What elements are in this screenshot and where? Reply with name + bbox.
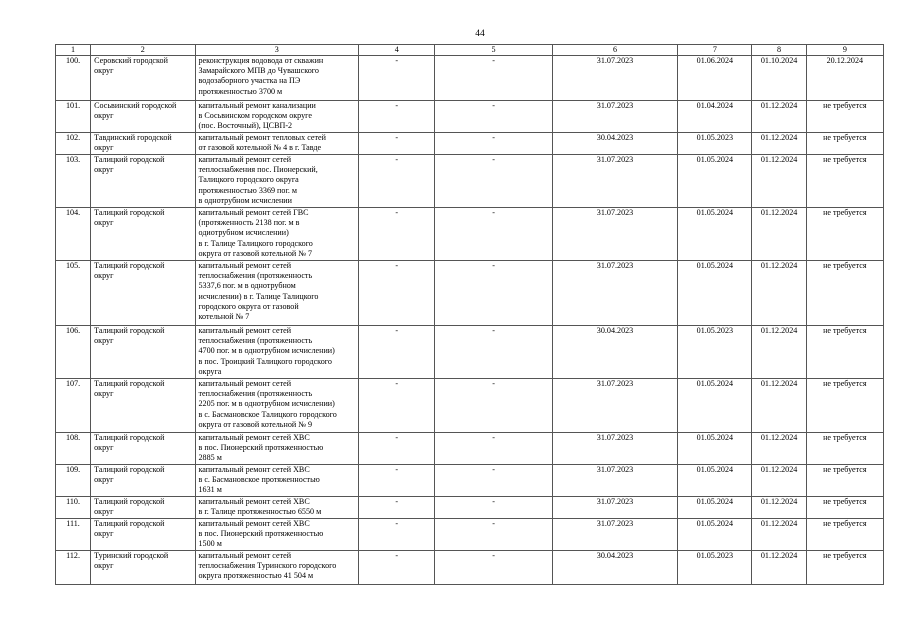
date-cell: 01.05.2024 [678,155,752,208]
date-cell: не требуется [806,261,883,326]
date-cell: 01.05.2024 [678,465,752,497]
column-header: 8 [752,45,806,56]
date-cell: 31.07.2023 [552,433,677,465]
date-cell: 01.05.2024 [678,433,752,465]
date-cell: 31.07.2023 [552,497,677,519]
col4-cell: - [359,133,435,155]
date-cell: 01.12.2024 [752,155,806,208]
date-cell: не требуется [806,133,883,155]
work-description-cell: капитальный ремонт сетей ХВС в пос. Пионерский протяженностью 2885 м [195,433,359,465]
row-number: 104. [56,208,91,261]
work-description-cell: капитальный ремонт канализации в Сосьвинском городском округе (пос. Восточный), ЦСВП-2 [195,101,359,133]
table-row [56,155,884,208]
date-cell: 01.12.2024 [752,497,806,519]
date-cell: 01.12.2024 [752,133,806,155]
row-number: 106. [56,326,91,379]
date-cell: 01.12.2024 [752,465,806,497]
date-cell: не требуется [806,379,883,433]
column-header: 7 [678,45,752,56]
district-cell: Талицкий городской округ [91,261,195,326]
district-cell: Талицкий городской округ [91,433,195,465]
column-header: 2 [91,45,195,56]
date-cell: не требуется [806,208,883,261]
date-cell: 01.06.2024 [678,56,752,101]
date-cell: 01.05.2023 [678,550,752,584]
date-cell: не требуется [806,465,883,497]
table-row [56,208,884,261]
date-cell: 30.04.2023 [552,326,677,379]
col4-cell: - [359,519,435,551]
date-cell: 01.12.2024 [752,433,806,465]
date-cell: не требуется [806,326,883,379]
col4-cell: - [359,433,435,465]
col4-cell: - [359,208,435,261]
page-number: 44 [475,29,485,39]
date-cell: 31.07.2023 [552,101,677,133]
date-cell: 01.12.2024 [752,550,806,584]
col5-cell: - [435,101,552,133]
col5-cell: - [435,261,552,326]
work-description-cell: капитальный ремонт сетей теплоснабжения Туринского городского округа протяженностью 41 504 м [195,550,359,584]
date-cell: 01.04.2024 [678,101,752,133]
district-cell: Серовский городской округ [91,56,195,101]
header-row [56,45,884,56]
col5-cell: - [435,326,552,379]
work-description-cell: капитальный ремонт сетей теплоснабжения (протяженность 2205 пог. м в однотрубном исчислении) в с. Басмановское Талицкого городского округа от газовой котельной № 9 [195,379,359,433]
work-description-cell: капитальный ремонт сетей теплоснабжения (протяженность 4700 пог. м в однотрубном исчислении) в пос. Троицкий Талицкого городского округа [195,326,359,379]
col4-cell: - [359,465,435,497]
district-cell: Талицкий городской округ [91,379,195,433]
col5-cell: - [435,497,552,519]
date-cell: 01.10.2024 [752,56,806,101]
row-number: 100. [56,56,91,101]
row-number: 108. [56,433,91,465]
table-row [56,497,884,519]
table-row [56,379,884,433]
col5-cell: - [435,56,552,101]
col5-cell: - [435,379,552,433]
district-cell: Сосьвинский городской округ [91,101,195,133]
table-row [56,261,884,326]
row-number: 102. [56,133,91,155]
work-description-cell: капитальный ремонт сетей ХВС в пос. Пионерский протяженностью 1500 м [195,519,359,551]
col5-cell: - [435,208,552,261]
col4-cell: - [359,497,435,519]
col4-cell: - [359,379,435,433]
col5-cell: - [435,550,552,584]
col4-cell: - [359,550,435,584]
row-number: 103. [56,155,91,208]
column-header: 3 [195,45,359,56]
col4-cell: - [359,155,435,208]
work-description-cell: капитальный ремонт сетей теплоснабжения пос. Пионерский, Талицкого городского округа протяженностью 3369 пог. м в однотрубном исчислении [195,155,359,208]
row-number: 107. [56,379,91,433]
column-header: 1 [56,45,91,56]
col5-cell: - [435,155,552,208]
date-cell: 20.12.2024 [806,56,883,101]
col4-cell: - [359,56,435,101]
date-cell: 31.07.2023 [552,519,677,551]
col5-cell: - [435,433,552,465]
date-cell: 01.12.2024 [752,261,806,326]
work-description-cell: капитальный ремонт сетей ХВС в с. Басмановское протяженностью 1631 м [195,465,359,497]
date-cell: 01.12.2024 [752,101,806,133]
work-description-cell: реконструкция водовода от скважин Замарайского МПВ до Чувашского водозаборного участка на ПЭ протяженностью 3700 м [195,56,359,101]
date-cell: 01.05.2023 [678,326,752,379]
table-row [56,550,884,584]
work-description-cell: капитальный ремонт сетей ХВС в г. Талице протяженностью 6550 м [195,497,359,519]
row-number: 112. [56,550,91,584]
table-row [56,433,884,465]
date-cell: 31.07.2023 [552,465,677,497]
date-cell: не требуется [806,155,883,208]
district-cell: Талицкий городской округ [91,208,195,261]
date-cell: 30.04.2023 [552,550,677,584]
work-description-cell: капитальный ремонт тепловых сетей от газовой котельной № 4 в г. Тавде [195,133,359,155]
date-cell: 01.05.2024 [678,208,752,261]
table-row [56,101,884,133]
date-cell: 01.05.2023 [678,133,752,155]
date-cell: 01.05.2024 [678,497,752,519]
date-cell: 01.12.2024 [752,326,806,379]
date-cell: 01.05.2024 [678,261,752,326]
row-number: 111. [56,519,91,551]
row-number: 109. [56,465,91,497]
column-header: 6 [552,45,677,56]
date-cell: 01.12.2024 [752,379,806,433]
district-cell: Тавдинский городской округ [91,133,195,155]
table-row [56,465,884,497]
date-cell: 01.12.2024 [752,208,806,261]
col4-cell: - [359,261,435,326]
col5-cell: - [435,133,552,155]
date-cell: не требуется [806,519,883,551]
col5-cell: - [435,519,552,551]
table-row [56,56,884,101]
date-cell: не требуется [806,433,883,465]
work-description-cell: капитальный ремонт сетей теплоснабжения (протяженность 5337,6 пог. м в однотрубном исчислении) в г. Талице Талицкого городского округа от газовой котельной № 7 [195,261,359,326]
col5-cell: - [435,465,552,497]
work-description-cell: капитальный ремонт сетей ГВС (протяженность 2138 пог. м в одиотрубном исчислении) в г. Талице Талицкого городского округа от газовой котельной № 7 [195,208,359,261]
district-cell: Талицкий городской округ [91,519,195,551]
date-cell: не требуется [806,101,883,133]
table-row [56,133,884,155]
district-cell: Талицкий городской округ [91,155,195,208]
date-cell: не требуется [806,550,883,584]
row-number: 105. [56,261,91,326]
district-cell: Талицкий городской округ [91,326,195,379]
row-number: 110. [56,497,91,519]
date-cell: 01.05.2024 [678,519,752,551]
table-body [56,56,884,585]
date-cell: 31.07.2023 [552,208,677,261]
date-cell: 31.07.2023 [552,379,677,433]
column-header: 9 [806,45,883,56]
column-header: 5 [435,45,552,56]
works-table [55,44,884,585]
district-cell: Туринский городской округ [91,550,195,584]
date-cell: 30.04.2023 [552,133,677,155]
district-cell: Талицкий городской округ [91,465,195,497]
row-number: 101. [56,101,91,133]
date-cell: не требуется [806,497,883,519]
date-cell: 01.05.2024 [678,379,752,433]
date-cell: 31.07.2023 [552,155,677,208]
table-row [56,326,884,379]
date-cell: 31.07.2023 [552,56,677,101]
date-cell: 31.07.2023 [552,261,677,326]
col4-cell: - [359,101,435,133]
table-row [56,519,884,551]
date-cell: 01.12.2024 [752,519,806,551]
district-cell: Талицкий городской округ [91,497,195,519]
col4-cell: - [359,326,435,379]
column-header: 4 [359,45,435,56]
